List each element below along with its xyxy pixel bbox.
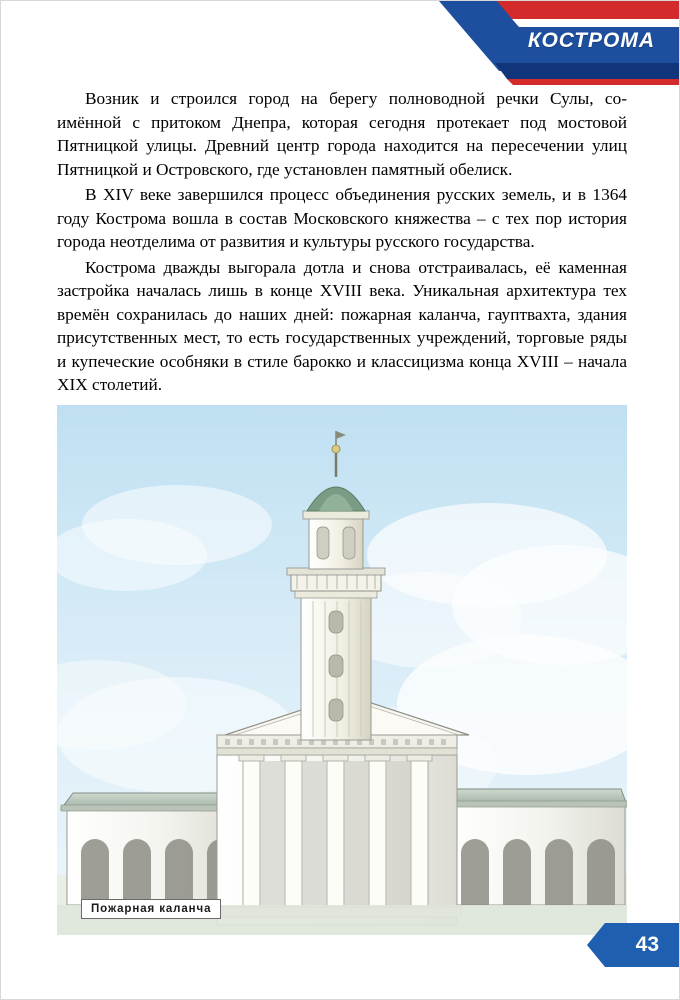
header-banner (379, 1, 679, 87)
page-title: КОСТРОМА (527, 29, 655, 52)
fire-tower-drawing (57, 405, 627, 935)
illustration-fire-tower (57, 405, 627, 935)
paragraph: Возник и строился город на берегу полноводной речки Сулы, со-имённой с притоком Днепра, которая сегодня протекает под мостовой Пятницкой улицы. Древний центр города находится на пересечении улиц Пятницкой и Островского, где установлен памятный обелиск. (57, 89, 627, 179)
page-number-tab (587, 923, 679, 967)
figure-caption: Пожарная каланча (81, 899, 221, 919)
paragraph: Кострома дважды выгорала дотла и снова отстраивалась, её каменная застройка началась лишь в конце XVIII века. Уникальная архитектура тех времён сохранилась до наших дней: пожарная каланча, гауптвахта, здания присутственных мест, то есть государственных учреждений, торговые ряды и купеческие особняки в стиле барокко и классицизма конца XVIII – начала XIX столетий. (57, 257, 627, 395)
page-tab-shape (587, 923, 679, 967)
page-number: 43 (635, 933, 659, 956)
article-body (57, 87, 627, 399)
paragraph: В XIV веке завершился процесс объединения русских земель, и в 1364 году Кострома вошла в состав Московского княжества – с тех пор история города неотделима от развития и культуры русского государства. (57, 185, 627, 252)
